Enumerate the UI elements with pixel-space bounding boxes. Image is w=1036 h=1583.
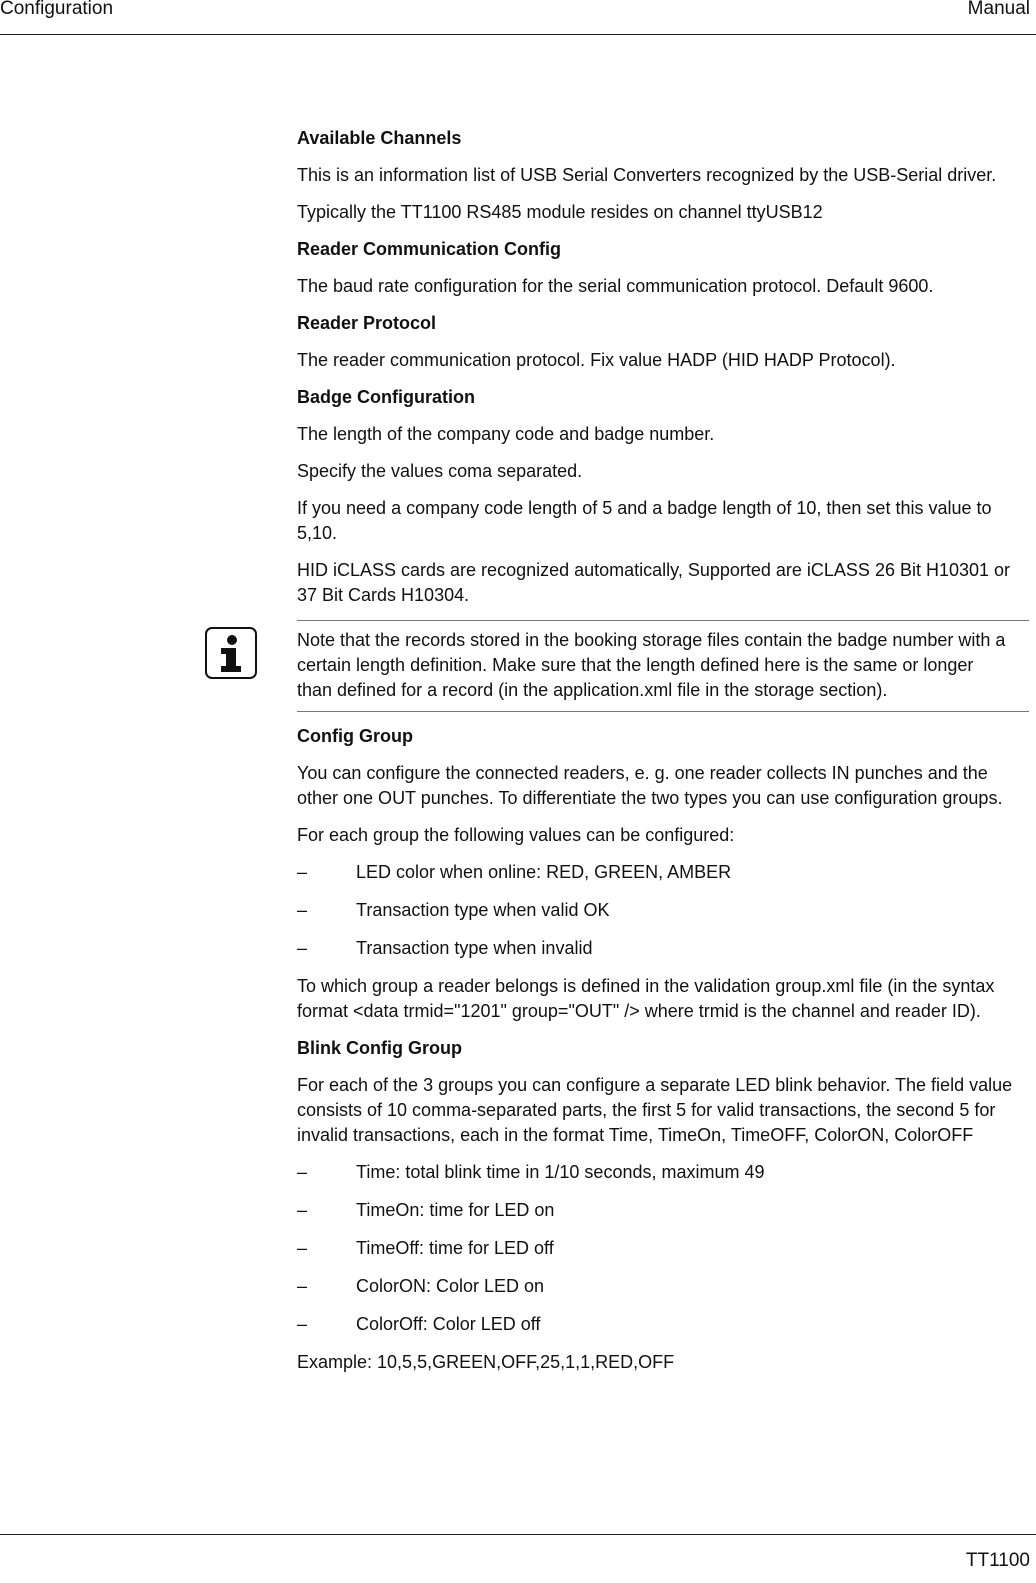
heading-reader-protocol: Reader Protocol <box>297 313 437 333</box>
header-doc-type: Manual <box>967 0 1030 19</box>
paragraph: Typically the TT1100 RS485 module resides on channel ttyUSB12 <box>297 202 823 222</box>
list-item: – Transaction type when valid OK <box>297 898 1029 923</box>
heading-reader-communication-config: Reader Communication Config <box>297 239 562 259</box>
paragraph: To which group a reader belongs is defined in the validation group.xml file (in the syntax format <data trmid="1201" group="OUT" /> where trmid is the channel and reader ID). <box>297 976 995 1021</box>
list-item: – ColorOff: Color LED off <box>297 1312 1029 1337</box>
note-text: Note that the records stored in the booking storage files contain the badge number with a certain length definition. Make sure that the length defined here is the same or longer than defined for a record (in the application.xml file in the storage section). <box>297 630 1006 700</box>
page-header <box>0 0 1036 35</box>
list-item: – ColorON: Color LED on <box>297 1274 1029 1299</box>
page-footer <box>0 1534 1036 1571</box>
list-item: – TimeOn: time for LED on <box>297 1198 1029 1223</box>
config-group-list <box>297 860 1029 961</box>
page-content <box>297 126 1029 1387</box>
list-marker: – <box>297 1314 308 1334</box>
heading-blink-config-group: Blink Config Group <box>297 1038 462 1058</box>
list-item: – Time: total blink time in 1/10 seconds, maximum 49 <box>297 1160 1029 1185</box>
list-item: – TimeOff: time for LED off <box>297 1236 1029 1261</box>
list-marker: – <box>297 938 308 958</box>
paragraph: For each group the following values can be configured: <box>297 825 735 845</box>
info-icon <box>205 627 257 679</box>
example-line: Example: 10,5,5,GREEN,OFF,25,1,1,RED,OFF <box>297 1352 675 1372</box>
list-marker: – <box>297 1162 308 1182</box>
paragraph: If you need a company code length of 5 and a badge length of 10, then set this value to 5,10. <box>297 498 992 543</box>
paragraph: Specify the values coma separated. <box>297 461 583 481</box>
list-item: – LED color when online: RED, GREEN, AMBER <box>297 860 1029 885</box>
paragraph: The length of the company code and badge number. <box>297 424 715 444</box>
info-note <box>297 620 1029 712</box>
paragraph: For each of the 3 groups you can configure a separate LED blink behavior. The field value consists of 10 comma-separated parts, the first 5 for valid transactions, the second 5 for invalid transactions, each in the format Time, TimeOn, TimeOFF, ColorON, ColorOFF <box>297 1075 1013 1145</box>
list-marker: – <box>297 862 308 882</box>
list-marker: – <box>297 1238 308 1258</box>
header-section-title: Configuration <box>0 0 114 19</box>
list-marker: – <box>297 1276 308 1296</box>
footer-product-name: TT1100 <box>965 1550 1030 1571</box>
list-marker: – <box>297 900 308 920</box>
paragraph: This is an information list of USB Serial Converters recognized by the USB-Serial driver. <box>297 165 997 185</box>
heading-badge-configuration: Badge Configuration <box>297 387 475 407</box>
blink-group-list <box>297 1160 1029 1337</box>
heading-config-group: Config Group <box>297 726 413 746</box>
list-item: – Transaction type when invalid <box>297 936 1029 961</box>
paragraph: The reader communication protocol. Fix value HADP (HID HADP Protocol). <box>297 350 896 370</box>
paragraph: The baud rate configuration for the serial communication protocol. Default 9600. <box>297 276 934 296</box>
paragraph: You can configure the connected readers, e. g. one reader collects IN punches and the other one OUT punches. To differentiate the two types you can use configuration groups. <box>297 763 1003 808</box>
list-marker: – <box>297 1200 308 1220</box>
paragraph: HID iCLASS cards are recognized automatically, Supported are iCLASS 26 Bit H10301 or 37 Bit Cards H10304. <box>297 560 1011 605</box>
heading-available-channels: Available Channels <box>297 128 462 148</box>
